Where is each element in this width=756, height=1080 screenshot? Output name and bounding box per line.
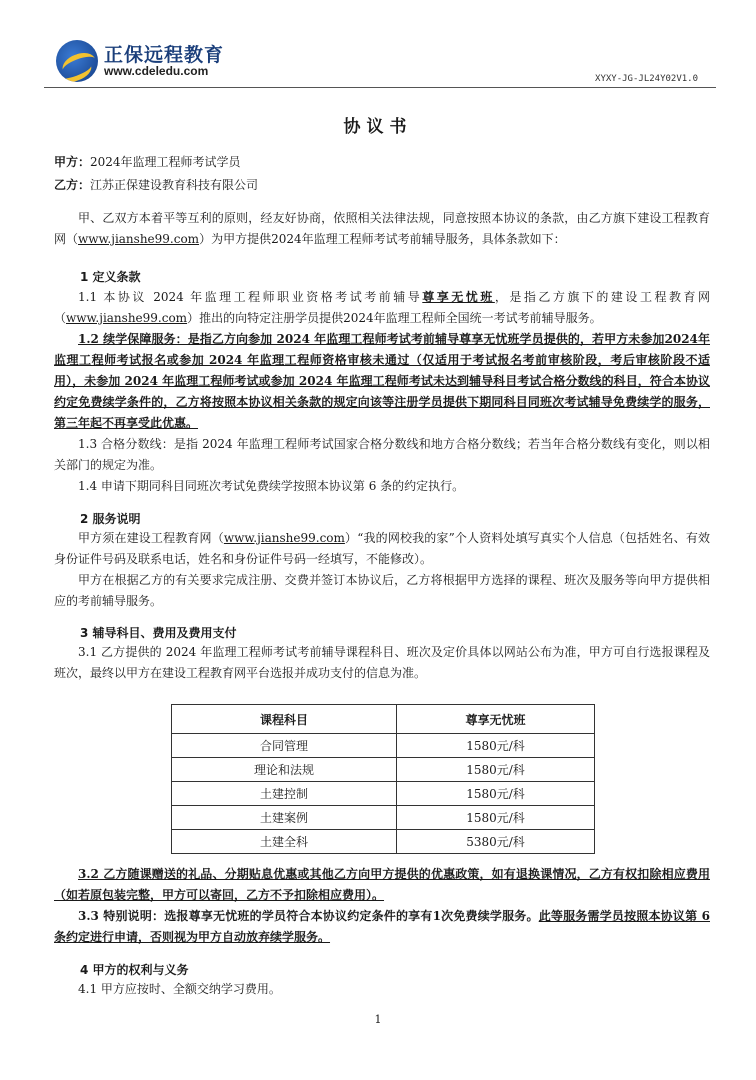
course-name: 合同管理 xyxy=(172,734,397,758)
course-price: 1580元/科 xyxy=(397,782,595,806)
section-3-title: 3 辅导科目、费用及费用支付 xyxy=(80,626,237,640)
clause-1-2 xyxy=(54,329,710,434)
clause-3-3-underlined: 此等服务需学员按照本协议第 6 条约定进行申请，否则视为甲方自动放弃续学服务。 xyxy=(54,909,710,944)
clause-1-1-post: ）推出的向特定注册学员提供2024年监理工程师全国统一考试考前辅导服务。 xyxy=(187,311,602,325)
clause-4-1: 4.1 甲方应按时、全额交纳学习费用。 xyxy=(78,982,281,996)
clause-1-1-pre: 1.1 本协议 2024 年监理工程师职业资格考试考前辅导 xyxy=(78,290,423,304)
document-title: 协议书 xyxy=(343,117,413,137)
clause-2-2: 甲方在根据乙方的有关要求完成注册、交费并签订本协议后，乙方将根据甲方选择的课程、班次及服务等向甲方提供相应的考前辅导服务。 xyxy=(54,573,710,608)
clause-3-1: 3.1 乙方提供的 2024 年监理工程师考试考前辅导课程科目、班次及定价具体以网站公布为准，甲方可自行选报课程及班次，最终以甲方在建设工程教育网平台选报并成功支付的信息为准。 xyxy=(54,645,710,680)
course-price: 1580元/科 xyxy=(397,806,595,830)
clause-1-3: 1.3 合格分数线：是指 2024 年监理工程师考试国家合格分数线和地方合格分数线；若当年合格分数线有变化，则以相关部门的规定为准。 xyxy=(54,437,710,472)
website-link[interactable]: www.jianshe99.com xyxy=(66,311,188,325)
course-name: 理论和法规 xyxy=(172,758,397,782)
table-row xyxy=(172,734,595,758)
clause-1-2-text: 1.2 续学保障服务：是指乙方向参加 2024 年监理工程师考试考前辅导尊享无忧班学员提供的，若甲方未参加2024年监理工程师考试报名或参加 2024 年监理工程师资格审核未通过（仅适用于考试报名考前审核阶段，考后审核阶段不适用），未参加 2024 年监理工程师考试或参加 2024 年监理工程师考试未达到辅导科目考试合格分数线的科目，符合本协议约定免费续学条件的，乙方将按照本协议相关条款的规定向该等注册学员提供下期同科目同班次考试辅导免费续学的服务，第三年起不再享受此优惠。 xyxy=(54,332,710,430)
clause-2-1 xyxy=(54,528,710,570)
clause-3-2 xyxy=(54,864,710,906)
brand-url: www.cdeledu.com xyxy=(104,64,209,78)
header-class: 尊享无忧班 xyxy=(397,705,595,734)
clause-2-1-pre: 甲方须在建设工程教育网（ xyxy=(78,531,224,545)
table-row xyxy=(172,782,595,806)
section-4-title: 4 甲方的权利与义务 xyxy=(80,963,189,977)
fee-table xyxy=(171,704,595,854)
website-link[interactable]: www.jianshe99.com xyxy=(223,531,345,545)
party-b-label: 乙方： xyxy=(54,178,91,192)
party-a-value: 2024年监理工程师考试学员 xyxy=(90,155,241,169)
clause-1-1 xyxy=(54,287,710,329)
table-row xyxy=(172,830,595,854)
section-1-title: 1 定义条款 xyxy=(80,270,141,284)
intro-paragraph xyxy=(54,208,710,250)
table-row xyxy=(172,758,595,782)
page-number: 1 xyxy=(374,1013,382,1026)
header-divider xyxy=(44,87,716,88)
clause-1-1-mid: ，是指乙方旗下的建设工程教育网（ xyxy=(54,290,710,325)
class-name-highlight: 尊享无忧班 xyxy=(422,290,495,304)
course-name: 土建全科 xyxy=(172,830,397,854)
table-row xyxy=(172,806,595,830)
course-name: 土建案例 xyxy=(172,806,397,830)
party-b-value: 江苏正保建设教育科技有限公司 xyxy=(90,178,259,192)
party-a-label: 甲方： xyxy=(54,155,91,169)
clause-3-3-pre: 3.3 特别说明：选报尊享无忧班的学员符合本协议约定条件的享有1次免费续学服务。 xyxy=(78,909,539,923)
course-price: 5380元/科 xyxy=(397,830,595,854)
course-price: 1580元/科 xyxy=(397,758,595,782)
intro-text-post: ）为甲方提供2024年监理工程师考试考前辅导服务，具体条款如下： xyxy=(199,232,566,246)
document-code: XYXY-JG-JL24Y02V1.0 xyxy=(595,74,698,84)
course-price: 1580元/科 xyxy=(397,734,595,758)
company-logo-icon xyxy=(56,40,98,82)
course-name: 土建控制 xyxy=(172,782,397,806)
header-course: 课程科目 xyxy=(172,705,397,734)
section-2-title: 2 服务说明 xyxy=(80,512,141,526)
party-a xyxy=(54,153,241,170)
party-b xyxy=(54,176,258,193)
clause-1-4: 1.4 申请下期同科目同班次考试免费续学按照本协议第 6 条的约定执行。 xyxy=(78,479,465,493)
clause-3-3 xyxy=(54,906,710,948)
intro-text-pre: 甲、乙双方本着平等互利的原则，经友好协商，依照相关法律法规，同意按照本协议的条款，由乙方旗下建设工程教育网（ xyxy=(54,211,710,246)
clause-2-1-post: ）“我的网校我的家”个人资料处填写真实个人信息（包括姓名、有效身份证件号码及联系电话，姓名和身份证件号码一经填写，不能修改）。 xyxy=(54,531,710,566)
fee-table-header xyxy=(172,705,595,734)
clause-3-2-text: 3.2 乙方随课赠送的礼品、分期贴息优惠或其他乙方向甲方提供的优惠政策，如有退换课情况，乙方有权扣除相应费用（如若原包装完整，甲方可以寄回，乙方不予扣除相应费用）。 xyxy=(54,867,710,902)
website-link[interactable]: www.jianshe99.com xyxy=(78,232,200,246)
brand-name: 正保远程教育 xyxy=(104,44,225,66)
